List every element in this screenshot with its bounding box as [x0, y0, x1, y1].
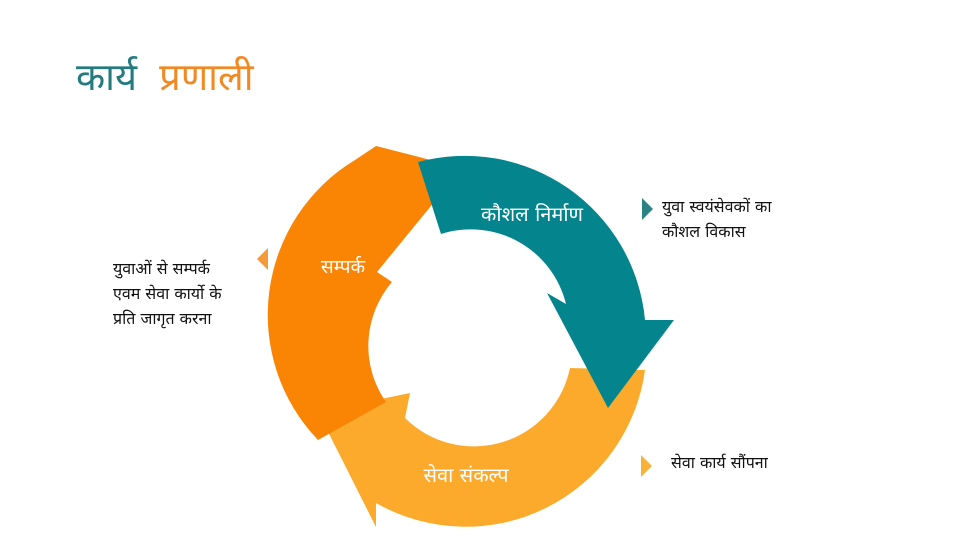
note-bottom-right-line-1: सेवा कार्य सौंपना	[671, 453, 768, 472]
top-right-note-pointer-icon	[642, 198, 653, 220]
note-bottom-right	[671, 450, 851, 475]
note-left	[113, 256, 263, 331]
title-word-1: कार्य	[76, 55, 138, 99]
note-top-right	[662, 194, 832, 244]
arrow-kaushal-nirman	[418, 156, 674, 408]
title-word-2: प्रणाली	[159, 55, 254, 99]
note-top-right-line-1: युवा स्वयंसेवकों का	[662, 197, 772, 216]
note-left-line-2: एवम सेवा कार्यो के	[113, 284, 222, 303]
note-left-line-1: युवाओं से सम्पर्क	[113, 259, 210, 278]
stage-label-seva-sankalp: सेवा संकल्प	[423, 463, 509, 487]
note-top-right-line-2: कौशल विकास	[662, 222, 746, 241]
bottom-right-note-pointer-icon	[641, 455, 652, 477]
stage-label-kaushal-nirman: कौशल निर्माण	[481, 202, 583, 226]
note-left-line-3: प्रति जागृत करना	[113, 309, 212, 328]
stage-label-samprak: सम्पर्क	[320, 256, 366, 278]
